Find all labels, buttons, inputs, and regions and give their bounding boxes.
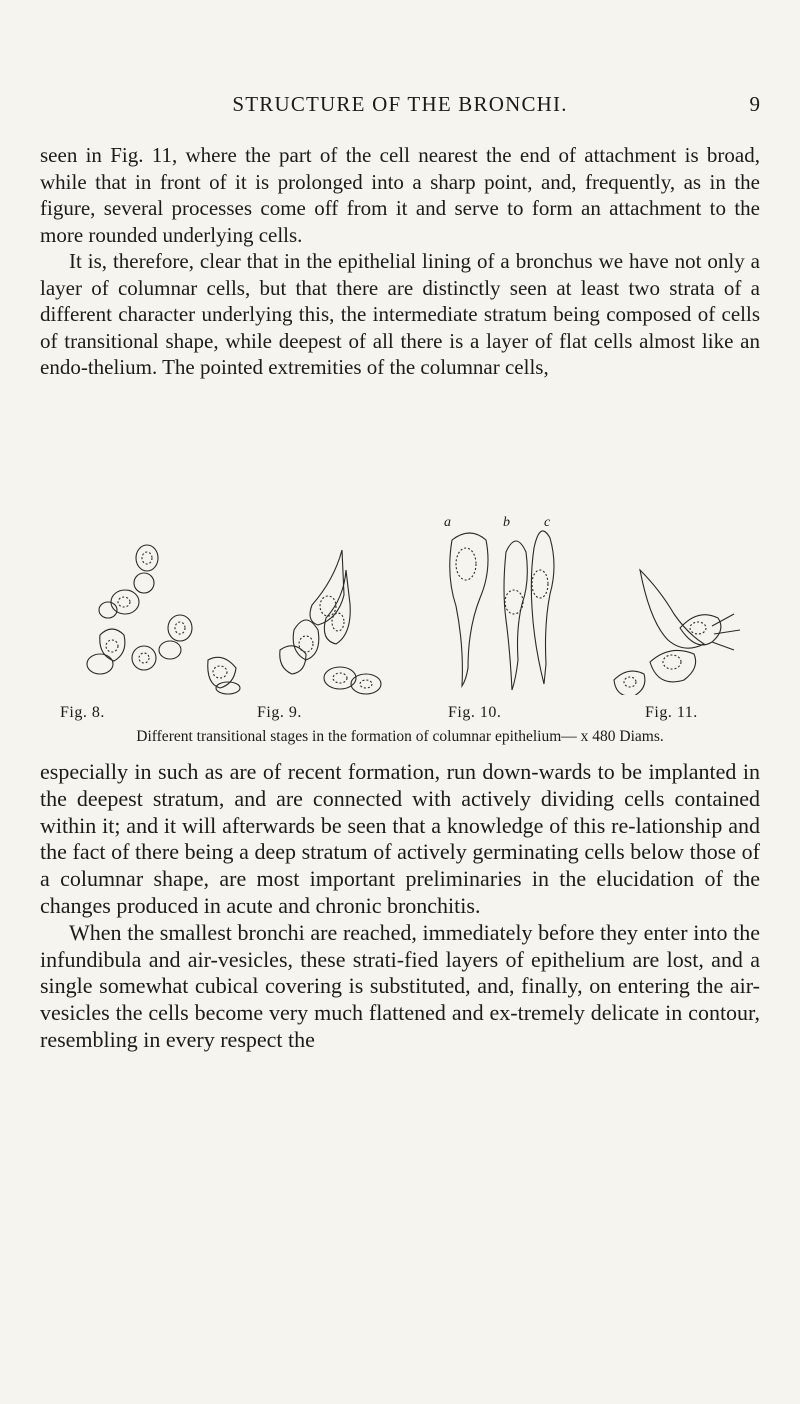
body-text-bottom [40,759,760,1054]
running-head [40,92,760,122]
paragraph: When the smallest bronchi are reached, immediately before they enter into the infundibula and air-vesicles, these strati-fied layers of epithelium are lost, and a single somewhat cubical covering is substituted, and, finally, on entering the air-vesicles the cells become very much flattened and ex-tremely delicate in contour, resembling in every respect the [40,919,760,1052]
fig-10-drawing [450,531,554,690]
running-title: STRUCTURE OF THE BRONCHI. [232,92,568,116]
cell-illustrations [40,510,760,695]
figure-labels [40,704,760,726]
fig-10-letter-c: c [544,515,551,530]
paragraph: It is, therefore, clear that in the epithelial lining of a bronchus we have not only a layer of columnar cells, but that there are distinctly seen at least two strata of a different character underlying this, the intermediate stratum being composed of cells of transitional shape, while deepest of all there is a layer of flat cells almost like an endo-thelium. The pointed extremities of the columnar cells, [40,249,760,379]
fig-label-10: Fig. 10. [448,704,502,721]
fig-8-drawing [87,545,240,694]
fig-9-drawing [280,550,381,694]
page-number: 9 [749,92,760,116]
fig-label-11: Fig. 11. [645,704,698,721]
fig-label-8: Fig. 8. [60,704,105,721]
fig-11-drawing [614,570,740,695]
fig-label-9: Fig. 9. [257,704,302,721]
fig-10-letter-b: b [503,515,510,530]
paragraph: especially in such as are of recent formation, run down-wards to be implanted in the deepest stratum, and are connected with actively dividing cells contained within it; and it will afterwards be seen that a knowledge of this re-lationship and the fact of there being a deep stratum of actively germinating cells below those of a columnar shape, are most important preliminaries in the elucidation of the changes produced in acute and chronic bronchitis. [40,759,760,918]
figure-plate [40,510,760,695]
body-text-top [40,142,760,381]
figure-caption: Different transitional stages in the formation of columnar epithelium— x 480 Diams. [136,728,664,745]
fig-10-letter-a: a [444,515,451,530]
paragraph: seen in Fig. 11, where the part of the cell nearest the end of attachment is broad, while that in front of it is prolonged into a sharp point, and, frequently, as in the figure, several processes come off from it and serve to form an attachment to the more rounded underlying cells. [40,143,760,247]
